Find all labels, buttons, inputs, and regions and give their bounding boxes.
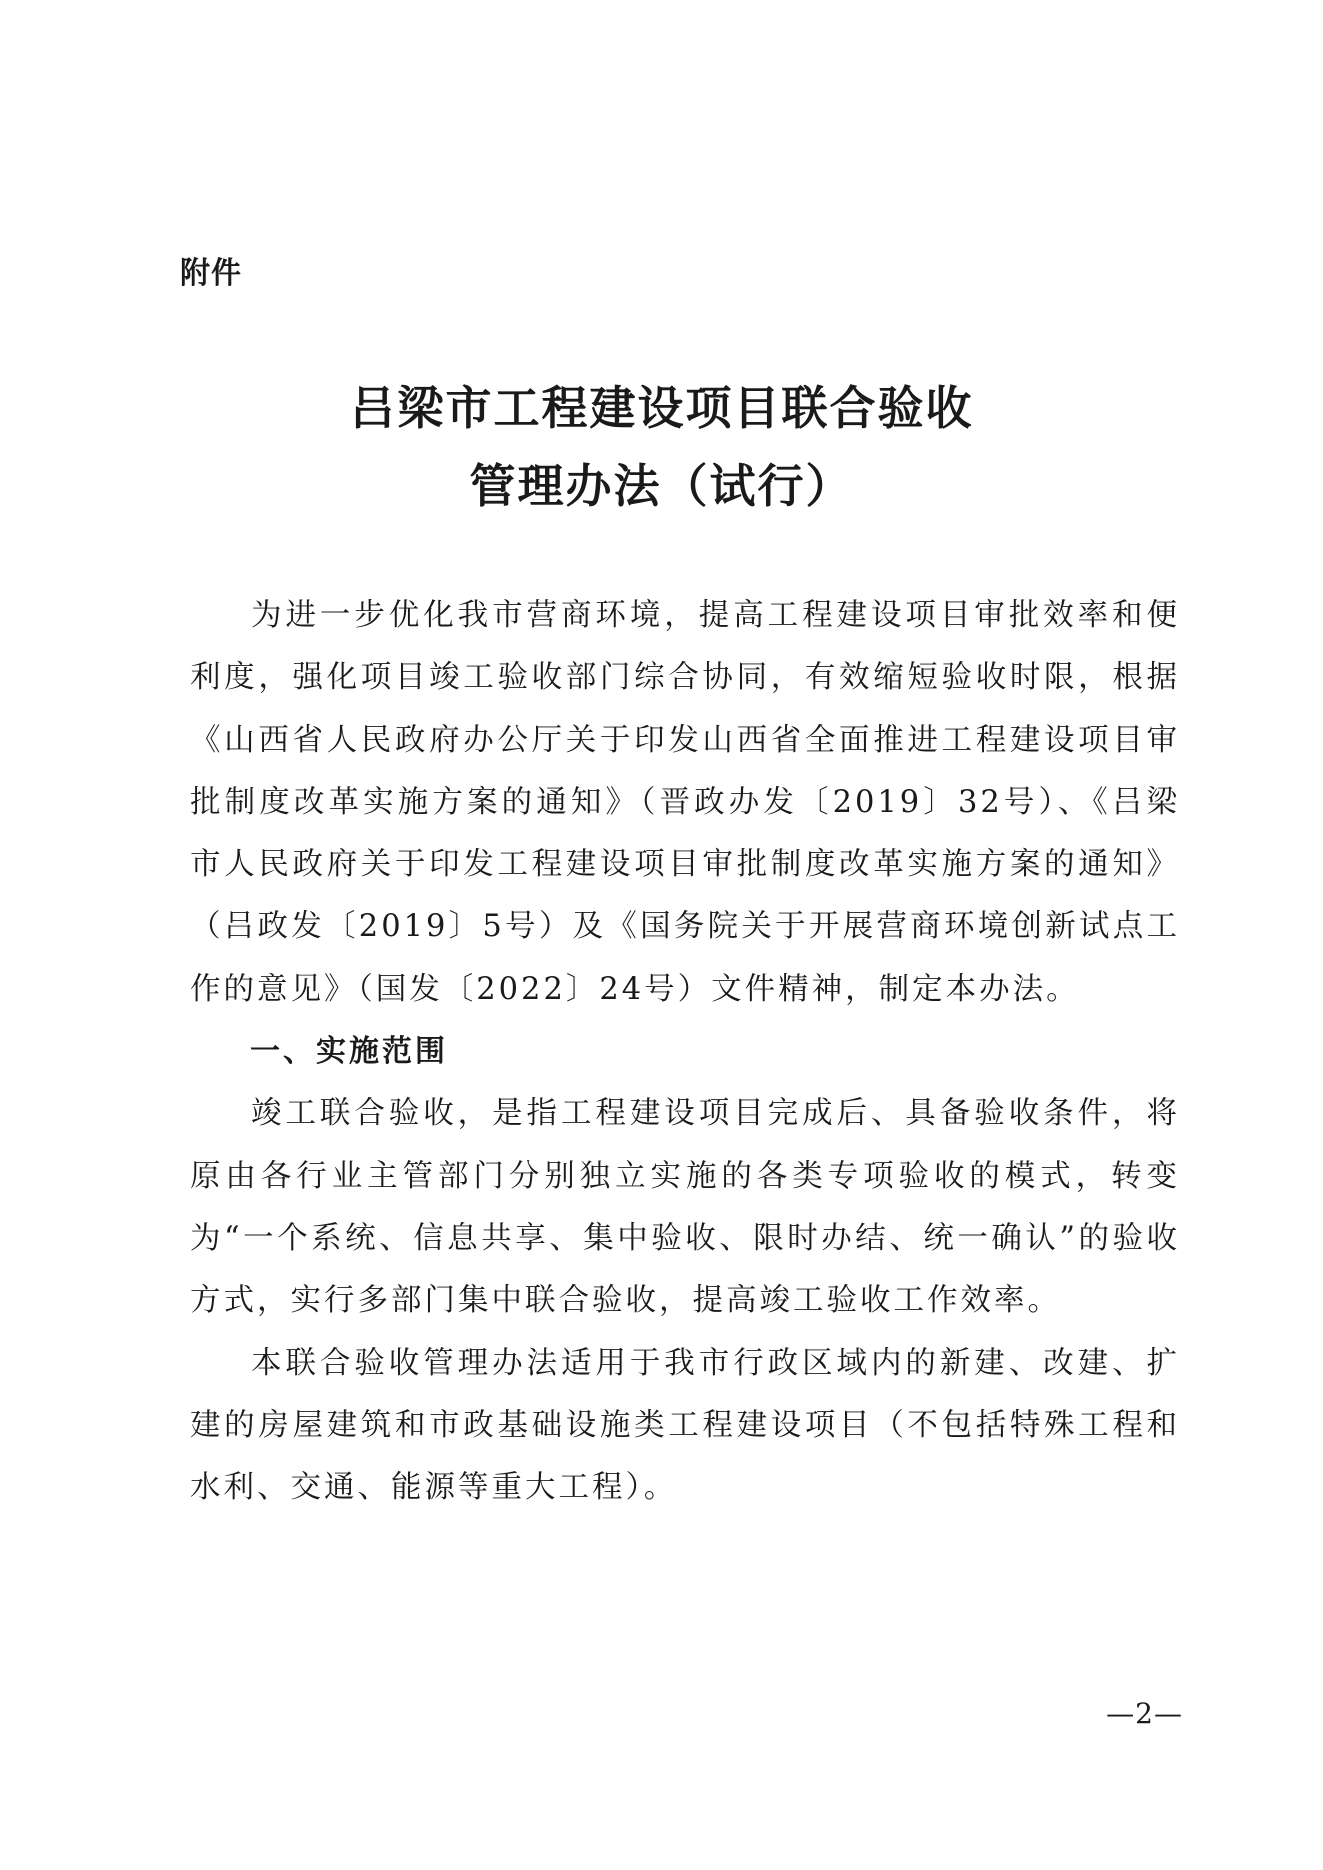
document-title-line-1: 吕梁市工程建设项目联合验收: [349, 381, 974, 435]
section-1-paragraph-1: 竣工联合验收，是指工程建设项目完成后、具备验收条件，将原由各行业主管部门分别独立实施的各类专项验收的模式，转变为“一个系统、信息共享、集中验收、限时办结、统一确认”的验收方式，实行多部门集中联合验收，提高竣工验收工作效率。: [190, 1096, 1180, 1319]
section-1-heading: 一、实施范围: [250, 1034, 448, 1070]
document-body: [190, 585, 1180, 1519]
document-title-line-2: 管理办法（试行）: [469, 459, 854, 513]
section-1-paragraph-2: 本联合验收管理办法适用于我市行政区域内的新建、改建、扩建的房屋建筑和市政基础设施类工程建设项目（不包括特殊工程和水利、交通、能源等重大工程）。: [190, 1345, 1180, 1506]
attachment-label: 附件: [180, 256, 242, 291]
page-number: —2—: [1106, 1697, 1183, 1730]
intro-paragraph: 为进一步优化我市营商环境，提高工程建设项目审批效率和便利度，强化项目竣工验收部门综合协同，有效缩短验收时限，根据《山西省人民政府办公厅关于印发山西省全面推进工程建设项目审批制度改革实施方案的通知》（晋政办发〔2019〕32号）、《吕梁市人民政府关于印发工程建设项目审批制度改革实施方案的通知》（吕政发〔2019〕5号）及《国务院关于开展营商环境创新试点工作的意见》（国发〔2022〕24号）文件精神，制定本办法。: [190, 598, 1180, 1007]
